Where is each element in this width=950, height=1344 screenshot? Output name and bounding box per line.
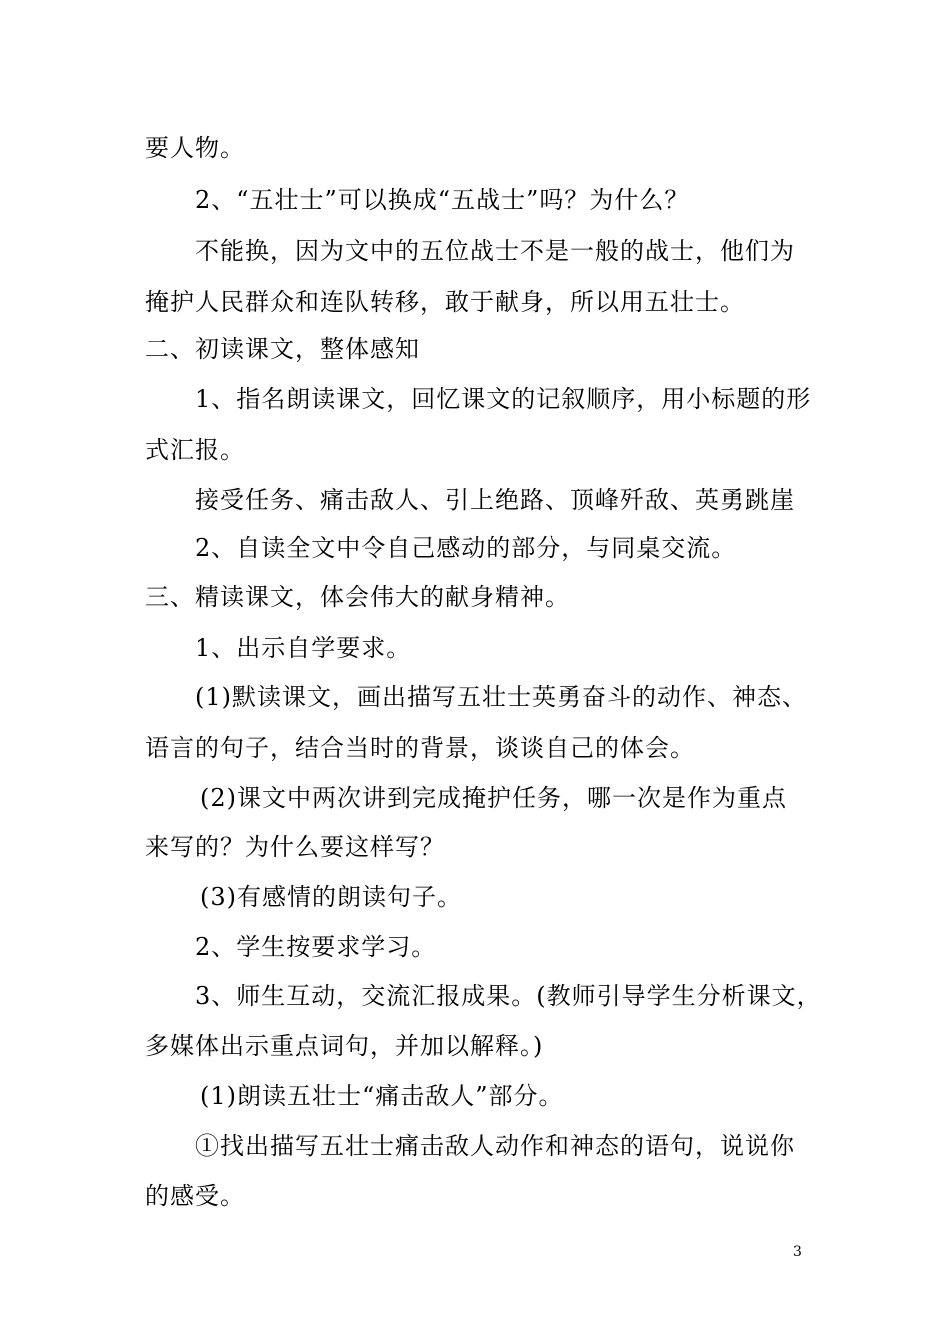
text-line: (1)默读课文，画出描写五壮士英勇奋斗的动作、神态、 bbox=[195, 683, 807, 711]
text-line: 2、自读全文中令自己感动的部分，与同桌交流。 bbox=[195, 534, 737, 562]
text-line: 1、指名朗读课文，回忆课文的记叙顺序，用小标题的形 bbox=[195, 385, 812, 413]
text-line: (1)朗读五壮士“痛击敌人”部分。 bbox=[200, 1082, 564, 1110]
text-line: 要人物。 bbox=[145, 134, 245, 162]
section-heading: 二、初读课文，整体感知 bbox=[145, 335, 420, 363]
text-line: 语言的句子，结合当时的背景，谈谈自己的体会。 bbox=[145, 734, 695, 762]
text-line: (2)课文中两次讲到完成掩护任务，哪一次是作为重点 bbox=[200, 784, 787, 812]
section-heading: 三、精读课文，体会伟大的献身精神。 bbox=[145, 583, 570, 611]
text-line: 3、师生互动，交流汇报成果。(教师引导学生分析课文， bbox=[195, 982, 822, 1010]
text-line: 来写的？为什么要这样写？ bbox=[145, 833, 445, 861]
text-line: 2、学生按要求学习。 bbox=[195, 933, 437, 961]
text-line: 的感受。 bbox=[145, 1182, 245, 1210]
text-line: (3)有感情的朗读句子。 bbox=[200, 883, 462, 911]
text-line: ①找出描写五壮士痛击敌人动作和神态的语句，说说你 bbox=[195, 1132, 795, 1160]
text-line: 多媒体出示重点词句，并加以解释。) bbox=[145, 1032, 544, 1060]
text-line: 1、出示自学要求。 bbox=[195, 634, 412, 662]
page-number: 3 bbox=[793, 1244, 802, 1260]
text-line: 接受任务、痛击敌人、引上绝路、顶峰歼敌、英勇跳崖 bbox=[195, 486, 795, 514]
text-line: 不能换，因为文中的五位战士不是一般的战士，他们为 bbox=[195, 237, 795, 265]
text-line: 掩护人民群众和连队转移，敢于献身，所以用五壮士。 bbox=[145, 288, 745, 316]
text-line: 式汇报。 bbox=[145, 436, 245, 464]
text-line: 2、“五壮士”可以换成“五战士”吗？为什么？ bbox=[195, 186, 690, 214]
